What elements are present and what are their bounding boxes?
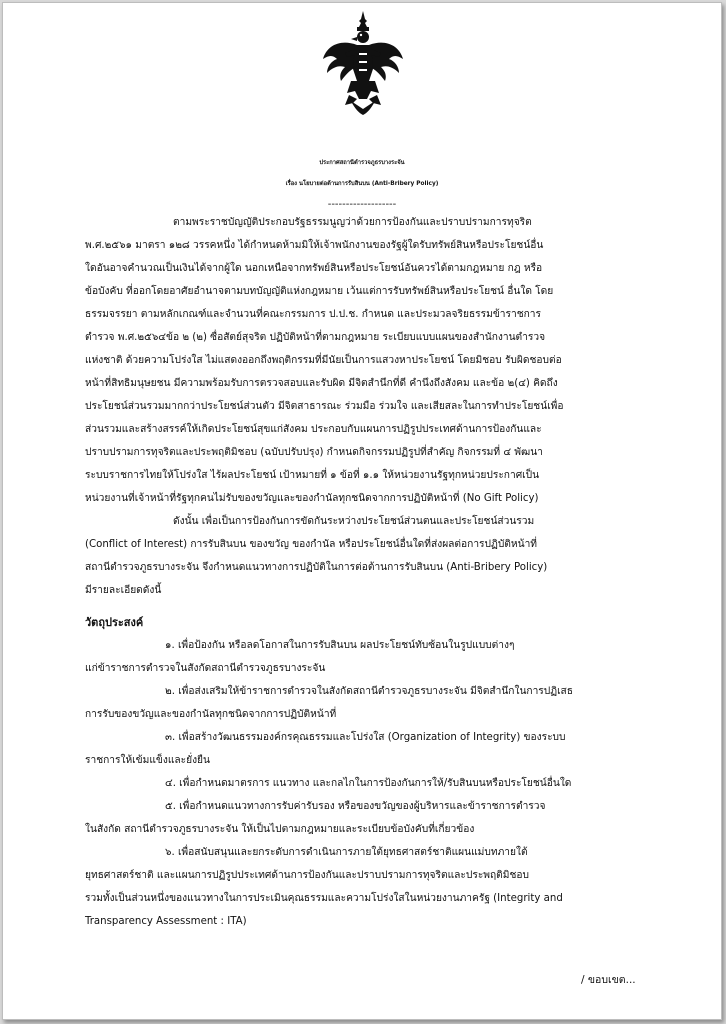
body-line: สถานีตำรวจภูธรบางระจัน จึงกำหนดแนวทางการปฏิบัติในการต่อต้านการรับสินบน (Anti-Bribery Policy) [85, 562, 548, 573]
body-line: ข้อบังคับ ที่ออกโดยอาศัยอำนาจตามบทบัญญัติแห่งกฎหมาย เว้นแต่การรับทรัพย์สินหรือประโยชน์ อื่นใด โดย [85, 286, 554, 297]
body-line: ปราบปรามการทุจริตและประพฤติมิชอบ (ฉบับปรับปรุง) กำหนดกิจกรรมปฏิรูปที่สำคัญ กิจกรรมที่ ๔ พัฒนา [85, 447, 543, 458]
body-line: ใดอันอาจคำนวณเป็นเงินได้จากผู้ใด นอกเหนือจากทรัพย์สินหรือประโยชน์อันควรได้ตามกฎหมาย กฎ หรือ [85, 263, 543, 274]
continuation-note: / ขอบเขต... [581, 974, 636, 986]
objective-line: แก่ข้าราชการตำรวจในสังกัดสถานีตำรวจภูธรบางระจัน [85, 663, 326, 674]
body-line: (Conflict of Interest) การรับสินบน ของขวัญ ของกำนัล หรือประโยชน์อื่นใดที่ส่งผลต่อการปฏิบัติหน้าที่ [85, 539, 538, 550]
body-line: หน้าที่สิทธิมนุษยชน มีความพร้อมรับการตรวจสอบและรับผิด มีจิตสำนึกที่ดี คำนึงถึงสังคม และข้อ ๒(๔) คิดถึง [85, 378, 558, 389]
objective-line: ๒. เพื่อส่งเสริมให้ข้าราชการตำรวจในสังกัดสถานีตำรวจภูธรบางระจัน มีจิตสำนึกในการปฏิเสธ [165, 686, 573, 697]
body-line: ตำรวจ พ.ศ.๒๕๖๔ข้อ ๒ (๒) ซื่อสัตย์สุจริต ปฏิบัติหน้าที่ตามกฎหมาย ระเบียบแบบแผนของสำนักงานตำรวจ [85, 332, 546, 343]
objective-line: ๑. เพื่อป้องกัน หรือลดโอกาสในการรับสินบน ผลประโยชน์ทับซ้อนในรูปแบบต่างๆ [165, 640, 515, 651]
garuda-emblem-icon [321, 9, 405, 117]
objective-line: ๓. เพื่อสร้างวัฒนธรรมองค์กรคุณธรรมและโปร่งใส (Organization of Integrity) ของระบบ [165, 732, 566, 743]
announcement-title: ประกาศสถานีตำรวจภูธรบางระจัน [319, 160, 405, 166]
objective-line: ยุทธศาสตร์ชาติ และแผนการปฏิรูปประเทศด้านการป้องกันและปราบปรามการทุจริตและประพฤติมิชอบ [85, 870, 530, 881]
body-line: มีรายละเอียดดังนี้ [85, 585, 162, 596]
objective-line: Transparency Assessment : ITA) [85, 916, 247, 927]
objective-line: การรับของขวัญและของกำนัลทุกชนิดจากการปฏิบัติหน้าที่ [85, 709, 337, 720]
body-line: ดังนั้น เพื่อเป็นการป้องกันการขัดกันระหว่างประโยชน์ส่วนตนและประโยชน์ส่วนรวม [173, 516, 535, 527]
objective-line: ๔. เพื่อกำหนดมาตรการ แนวทาง และกลไกในการป้องกันการให้/รับสินบนหรือประโยชน์อื่นใด [165, 778, 572, 789]
body-line: ระบบราชการไทยให้โปร่งใส ไร้ผลประโยชน์ เป้าหมายที่ ๑ ข้อที่ ๑.๑ ให้หน่วยงานรัฐทุกหน่วยประกาศเป็น [85, 470, 540, 481]
body-line: ประโยชน์ส่วนรวมมากกว่าประโยชน์ส่วนตัว มีจิตสาธารณะ ร่วมมือ ร่วมใจ และเสียสละในการทำประโยชน์เพื่อ [85, 401, 564, 412]
body-line: ตามพระราชบัญญัติประกอบรัฐธรรมนูญว่าด้วยการป้องกันและปราบปรามการทุจริต [173, 217, 532, 228]
objective-line: ๖. เพื่อสนับสนุนและยกระดับการดำเนินการภายใต้ยุทธศาสตร์ชาติแผนแม่บทภายใต้ [165, 847, 528, 858]
objective-line: รวมทั้งเป็นส่วนหนึ่งของแนวทางในการประเมินคุณธรรมและความโปร่งใสในหน่วยงานภาครัฐ (Integrity and [85, 893, 563, 904]
body-line: พ.ศ.๒๕๖๑ มาตรา ๑๒๘ วรรคหนึ่ง ได้กำหนดห้ามมิให้เจ้าพนักงานของรัฐผู้ใดรับทรัพย์สินหรือประโยชน์อื่น [85, 240, 544, 251]
subject-title: เรื่อง นโยบายต่อต้านการรับสินบน (Anti-Bribery Policy) [285, 181, 439, 187]
objective-line: ราชการให้เข้มแข็งและยั่งยืน [85, 755, 210, 766]
objective-line: ๕. เพื่อกำหนดแนวทางการรับค่ารับรอง หรือของขวัญของผู้บริหารและข้าราชการตำรวจ [165, 801, 546, 812]
body-line: ส่วนรวมและสร้างสรรค์ให้เกิดประโยชน์สุขแก่สังคม ประกอบกับแผนการปฏิรูปประเทศด้านการป้องกันและ [85, 424, 542, 435]
body-line: หน่วยงานที่เจ้าหน้าที่รัฐทุกคนไม่รับของขวัญและของกำนัลทุกชนิดจากการปฏิบัติหน้าที่ (No Gift Policy) [85, 493, 539, 504]
objective-line: ในสังกัด สถานีตำรวจภูธรบางระจัน ให้เป็นไปตามกฎหมายและระเบียบข้อบังคับที่เกี่ยวข้อง [85, 824, 475, 835]
body-line: แห่งชาติ ด้วยความโปร่งใส ไม่แสดงออกถึงพฤติกรรมที่มีนัยเป็นการแสวงหาประโยชน์ โดยมิชอบ รับผิดชอบต่อ [85, 355, 562, 366]
document-page [2, 2, 722, 1020]
title-separator: ------------------- [327, 199, 397, 210]
body-line: ธรรมจรรยา ตามหลักเกณฑ์และจำนวนที่คณะกรรมการ ป.ป.ช. กำหนด และประมวลจริยธรรมข้าราชการ [85, 309, 541, 320]
objectives-heading: วัตถุประสงค์ [85, 616, 144, 629]
